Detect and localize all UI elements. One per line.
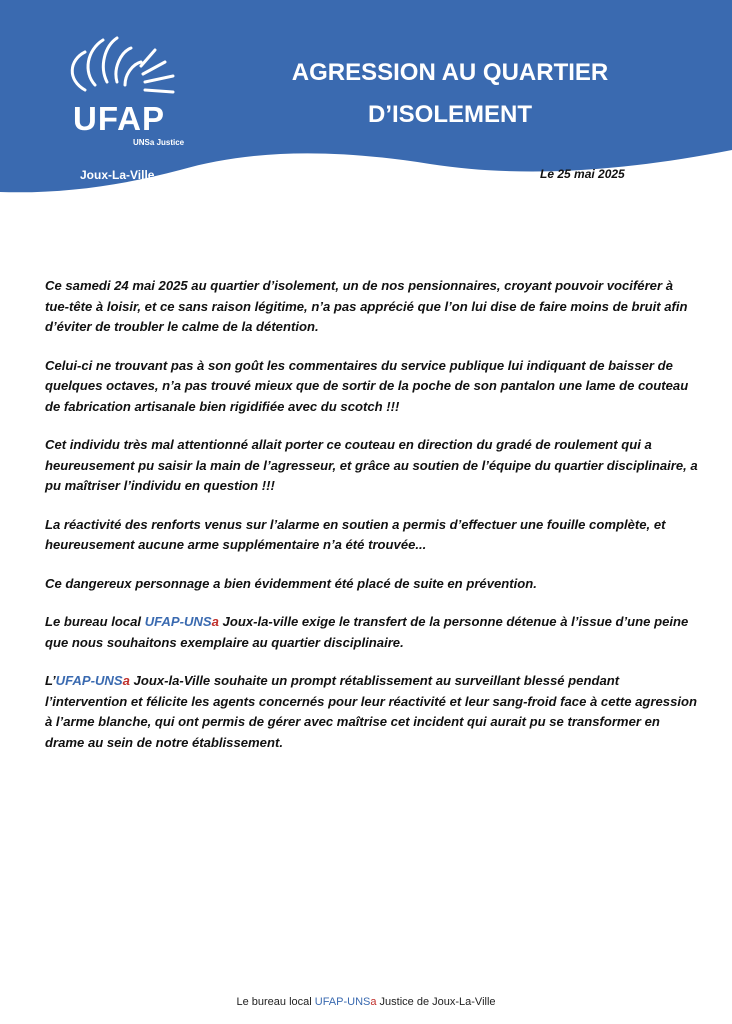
paragraph-7-start: L’: [45, 673, 56, 688]
paragraph-4: La réactivité des renforts venus sur l’alarme en soutien a permis d’effectuer une fouille complète, et heureusement aucune arme supplémentaire n’a été trouvée...: [45, 516, 666, 552]
paragraph-3: Cet individu très mal attentionné allait porter ce couteau en direction du gradé de roulement qui a heureusement pu saisir la main de l’agresseur, et grâce au soutien de l’équipe du quartier disciplinaire, a pu maîtriser l’individu en question !!!: [45, 437, 698, 493]
page-title: [250, 52, 650, 136]
document-body: [45, 276, 700, 771]
paragraph-6-end: Joux-la-ville exige le transfert de la personne détenue à l’issue d’une peine que nous souhaitons exemplaire au quartier disciplinaire.: [45, 614, 689, 650]
union-name-red: a: [122, 673, 130, 688]
paragraph-6-start: Le bureau local: [45, 614, 145, 629]
logo-flame-icon: [55, 30, 185, 110]
logo-name: UFAP: [72, 100, 165, 137]
footer-start: Le bureau local: [236, 996, 315, 1008]
footer-end: Justice de Joux-La-Ville: [376, 996, 496, 1008]
union-name-blue: UFAP-UNS: [144, 614, 212, 629]
paragraph-7-end: Joux-la-Ville souhaite un prompt rétablissement au surveillant blessé pendant l’intervention et félicite les agents concernés pour leur réactivité et leur sang-froid face à cette agression à l’arme blanche, qui ont permis de gérer avec maîtrise cet incident qui aurait pu se transformer en drame au sein de notre établissement.: [45, 673, 697, 750]
union-name-red: a: [211, 614, 219, 629]
location-label: Joux-La-Ville: [80, 168, 155, 182]
header-banner: [0, 0, 732, 200]
title-line-2: D’ISOLEMENT: [367, 101, 532, 128]
paragraph-7: [45, 671, 700, 753]
ufap-logo: [55, 30, 185, 150]
document-date: Le 25 mai 2025: [540, 167, 625, 181]
footer-union-blue: UFAP-UNS: [314, 996, 371, 1008]
title-line-1: AGRESSION AU QUARTIER: [291, 59, 609, 86]
paragraph-6: [45, 612, 700, 653]
paragraph-1: Ce samedi 24 mai 2025 au quartier d’isolement, un de nos pensionnaires, croyant pouvoir vociférer à tue-tête à loisir, et ce sans raison légitime, n’a pas apprécié que l’on lui dise de faire moins de bruit afin d’éviter de troubler le calme de la détention.: [45, 278, 688, 334]
paragraph-2: Celui-ci ne trouvant pas à son goût les commentaires du service publique lui indiquant de baisser de quelques octaves, n’a pas trouvé mieux que de sortir de la poche de son pantalon une lame de couteau de fabrication artisanale bien rigidifiée avec du scotch !!!: [45, 357, 689, 414]
paragraph-5: Ce dangereux personnage a bien évidemment été placé de suite en prévention.: [45, 575, 537, 591]
footer-union-red: a: [370, 996, 377, 1008]
union-name-blue: UFAP-UNS: [55, 673, 123, 688]
logo-subtitle: UNSa Justice: [133, 138, 185, 147]
footer-signature: [0, 996, 732, 1008]
